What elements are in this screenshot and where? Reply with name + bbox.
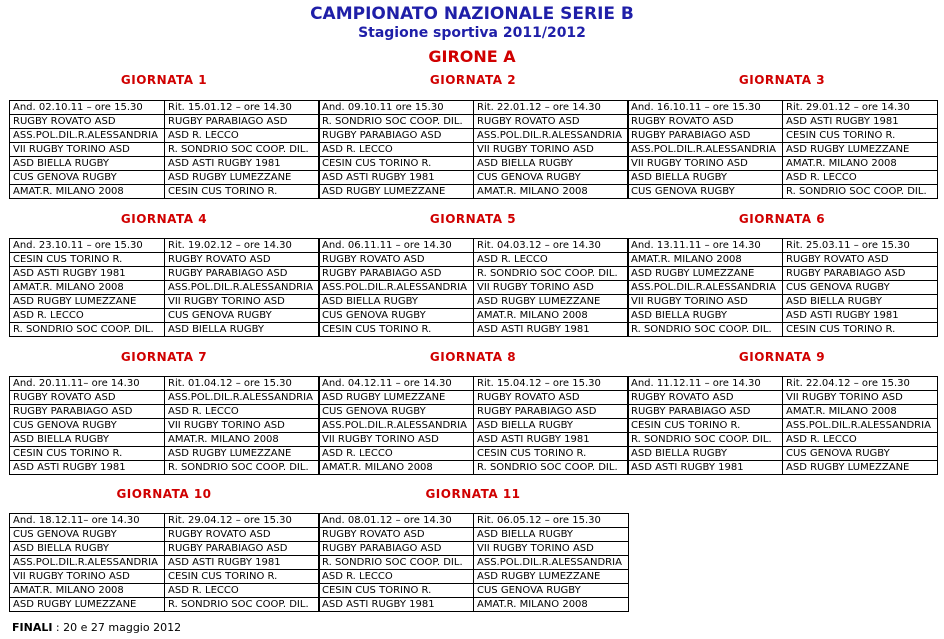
home-team: RUGBY ROVATO ASD	[319, 253, 474, 267]
home-team: ASD BIELLA RUGBY	[10, 157, 165, 171]
home-team: VII RUGBY TORINO ASD	[628, 295, 783, 309]
home-team: R. SONDRIO SOC COOP. DIL.	[628, 433, 783, 447]
away-team: ASS.POL.DIL.R.ALESSANDRIA	[165, 281, 320, 295]
giornata-title: GIORNATA 3	[738, 73, 826, 87]
match-row	[10, 295, 320, 309]
date-row	[10, 239, 320, 253]
home-team: VII RUGBY TORINO ASD	[319, 433, 474, 447]
giornata-title: GIORNATA 5	[429, 212, 517, 226]
away-team: VII RUGBY TORINO ASD	[783, 391, 938, 405]
match-row	[628, 129, 938, 143]
match-row	[10, 433, 320, 447]
home-team: ASD R. LECCO	[319, 570, 474, 584]
match-row	[10, 584, 320, 598]
match-row	[319, 253, 629, 267]
match-row	[319, 295, 629, 309]
away-team: VII RUGBY TORINO ASD	[474, 542, 629, 556]
away-team: RUGBY ROVATO ASD	[165, 528, 320, 542]
away-team: AMAT.R. MILANO 2008	[165, 433, 320, 447]
home-team: AMAT.R. MILANO 2008	[10, 584, 165, 598]
giornata-table	[318, 238, 629, 337]
ritorno-date: Rit. 22.01.12 – ore 14.30	[474, 101, 629, 115]
home-team: ASD BIELLA RUGBY	[628, 309, 783, 323]
andata-date: And. 16.10.11 – ore 15.30	[628, 101, 783, 115]
match-row	[628, 281, 938, 295]
match-row	[10, 185, 320, 199]
match-row	[319, 528, 629, 542]
away-team: VII RUGBY TORINO ASD	[474, 143, 629, 157]
page-title: CAMPIONATO NAZIONALE SERIE B	[310, 4, 634, 24]
match-row	[319, 447, 629, 461]
match-row	[10, 253, 320, 267]
home-team: CESIN CUS TORINO R.	[10, 447, 165, 461]
home-team: ASD ASTI RUGBY 1981	[319, 598, 474, 612]
andata-date: And. 09.10.11 ore 15.30	[319, 101, 474, 115]
away-team: R. SONDRIO SOC COOP. DIL.	[474, 267, 629, 281]
giornata-title: GIORNATA 11	[425, 487, 521, 501]
away-team: ASD BIELLA RUGBY	[474, 528, 629, 542]
away-team: VII RUGBY TORINO ASD	[165, 419, 320, 433]
home-team: RUGBY PARABIAGO ASD	[319, 542, 474, 556]
match-row	[10, 447, 320, 461]
home-team: ASD BIELLA RUGBY	[319, 295, 474, 309]
away-team: ASS.POL.DIL.R.ALESSANDRIA	[474, 129, 629, 143]
ritorno-date: Rit. 15.01.12 – ore 14.30	[165, 101, 320, 115]
match-row	[319, 185, 629, 199]
away-team: CUS GENOVA RUGBY	[783, 447, 938, 461]
match-row	[10, 556, 320, 570]
home-team: VII RUGBY TORINO ASD	[10, 143, 165, 157]
match-row	[10, 171, 320, 185]
away-team: AMAT.R. MILANO 2008	[783, 405, 938, 419]
match-row	[319, 157, 629, 171]
home-team: CESIN CUS TORINO R.	[319, 323, 474, 337]
away-team: RUGBY PARABIAGO ASD	[165, 542, 320, 556]
home-team: RUGBY ROVATO ASD	[628, 391, 783, 405]
away-team: ASD ASTI RUGBY 1981	[783, 115, 938, 129]
giornata-title: GIORNATA 7	[120, 350, 208, 364]
ritorno-date: Rit. 29.04.12 – ore 15.30	[165, 514, 320, 528]
andata-date: And. 11.12.11 – ore 14.30	[628, 377, 783, 391]
match-row	[319, 570, 629, 584]
match-row	[319, 405, 629, 419]
away-team: VII RUGBY TORINO ASD	[474, 281, 629, 295]
giornata-title: GIORNATA 10	[116, 487, 212, 501]
match-row	[628, 405, 938, 419]
home-team: R. SONDRIO SOC COOP. DIL.	[319, 556, 474, 570]
giornata-title: GIORNATA 9	[738, 350, 826, 364]
away-team: RUGBY PARABIAGO ASD	[165, 115, 320, 129]
home-team: ASS.POL.DIL.R.ALESSANDRIA	[10, 556, 165, 570]
away-team: ASD R. LECCO	[165, 405, 320, 419]
away-team: ASD R. LECCO	[165, 129, 320, 143]
date-row	[319, 514, 629, 528]
home-team: ASD RUGBY LUMEZZANE	[319, 185, 474, 199]
match-row	[10, 570, 320, 584]
giornata-title: GIORNATA 8	[429, 350, 517, 364]
home-team: RUGBY ROVATO ASD	[628, 115, 783, 129]
away-team: R. SONDRIO SOC COOP. DIL.	[474, 461, 629, 475]
home-team: ASD ASTI RUGBY 1981	[319, 171, 474, 185]
home-team: ASD RUGBY LUMEZZANE	[10, 598, 165, 612]
away-team: ASD BIELLA RUGBY	[165, 323, 320, 337]
group-title: GIRONE A	[428, 47, 516, 66]
home-team: ASS.POL.DIL.R.ALESSANDRIA	[628, 281, 783, 295]
andata-date: And. 13.11.11 – ore 14.30	[628, 239, 783, 253]
match-row	[319, 143, 629, 157]
away-team: ASD RUGBY LUMEZZANE	[783, 461, 938, 475]
home-team: CUS GENOVA RUGBY	[319, 405, 474, 419]
finals-note	[12, 621, 181, 634]
date-row	[319, 377, 629, 391]
home-team: ASD ASTI RUGBY 1981	[628, 461, 783, 475]
away-team: ASD R. LECCO	[474, 253, 629, 267]
home-team: ASS.POL.DIL.R.ALESSANDRIA	[628, 143, 783, 157]
giornata-table	[9, 513, 320, 612]
away-team: ASD R. LECCO	[783, 433, 938, 447]
home-team: ASD BIELLA RUGBY	[628, 447, 783, 461]
home-team: ASD BIELLA RUGBY	[10, 542, 165, 556]
match-row	[10, 323, 320, 337]
match-row	[628, 461, 938, 475]
home-team: AMAT.R. MILANO 2008	[10, 185, 165, 199]
home-team: CESIN CUS TORINO R.	[319, 584, 474, 598]
away-team: ASD RUGBY LUMEZZANE	[474, 295, 629, 309]
match-row	[10, 129, 320, 143]
home-team: ASD BIELLA RUGBY	[628, 171, 783, 185]
giornata-table	[627, 100, 938, 199]
finals-label: FINALI	[12, 621, 53, 634]
match-row	[10, 115, 320, 129]
date-row	[628, 377, 938, 391]
ritorno-date: Rit. 06.05.12 – ore 15.30	[474, 514, 629, 528]
date-row	[628, 239, 938, 253]
match-row	[319, 556, 629, 570]
match-row	[319, 323, 629, 337]
match-row	[628, 157, 938, 171]
away-team: CUS GENOVA RUGBY	[474, 584, 629, 598]
andata-date: And. 04.12.11 – ore 14.30	[319, 377, 474, 391]
giornata-table	[318, 100, 629, 199]
match-row	[10, 419, 320, 433]
match-row	[628, 143, 938, 157]
ritorno-date: Rit. 04.03.12 – ore 14.30	[474, 239, 629, 253]
away-team: RUGBY PARABIAGO ASD	[783, 267, 938, 281]
andata-date: And. 23.10.11 – ore 15.30	[10, 239, 165, 253]
match-row	[319, 598, 629, 612]
home-team: RUGBY PARABIAGO ASD	[10, 405, 165, 419]
match-row	[628, 419, 938, 433]
match-row	[10, 143, 320, 157]
match-row	[319, 309, 629, 323]
away-team: ASS.POL.DIL.R.ALESSANDRIA	[165, 391, 320, 405]
ritorno-date: Rit. 19.02.12 – ore 14.30	[165, 239, 320, 253]
home-team: RUGBY PARABIAGO ASD	[628, 129, 783, 143]
away-team: ASD ASTI RUGBY 1981	[474, 433, 629, 447]
andata-date: And. 18.12.11– ore 14.30	[10, 514, 165, 528]
match-row	[319, 391, 629, 405]
giornata-title: GIORNATA 6	[738, 212, 826, 226]
home-team: ASD RUGBY LUMEZZANE	[628, 267, 783, 281]
away-team: CUS GENOVA RUGBY	[783, 281, 938, 295]
home-team: R. SONDRIO SOC COOP. DIL.	[319, 115, 474, 129]
match-row	[319, 584, 629, 598]
match-row	[628, 185, 938, 199]
andata-date: And. 20.11.11– ore 14.30	[10, 377, 165, 391]
away-team: R. SONDRIO SOC COOP. DIL.	[165, 143, 320, 157]
match-row	[319, 433, 629, 447]
home-team: ASS.POL.DIL.R.ALESSANDRIA	[10, 129, 165, 143]
away-team: RUGBY ROVATO ASD	[783, 253, 938, 267]
home-team: ASD R. LECCO	[10, 309, 165, 323]
home-team: ASS.POL.DIL.R.ALESSANDRIA	[319, 419, 474, 433]
home-team: CUS GENOVA RUGBY	[628, 185, 783, 199]
away-team: ASD ASTI RUGBY 1981	[474, 323, 629, 337]
ritorno-date: Rit. 29.01.12 – ore 14.30	[783, 101, 938, 115]
away-team: AMAT.R. MILANO 2008	[474, 598, 629, 612]
match-row	[628, 295, 938, 309]
away-team: R. SONDRIO SOC COOP. DIL.	[165, 461, 320, 475]
ritorno-date: Rit. 01.04.12 – ore 15.30	[165, 377, 320, 391]
away-team: CUS GENOVA RUGBY	[474, 171, 629, 185]
date-row	[10, 514, 320, 528]
giornata-title: GIORNATA 4	[120, 212, 208, 226]
home-team: RUGBY ROVATO ASD	[10, 115, 165, 129]
date-row	[10, 101, 320, 115]
match-row	[10, 309, 320, 323]
home-team: CUS GENOVA RUGBY	[10, 528, 165, 542]
giornata-table	[9, 238, 320, 337]
home-team: ASS.POL.DIL.R.ALESSANDRIA	[319, 281, 474, 295]
match-row	[319, 171, 629, 185]
away-team: ASD BIELLA RUGBY	[783, 295, 938, 309]
away-team: ASD R. LECCO	[783, 171, 938, 185]
match-row	[319, 461, 629, 475]
match-row	[628, 171, 938, 185]
giornata-table	[318, 513, 629, 612]
away-team: CESIN CUS TORINO R.	[165, 185, 320, 199]
away-team: ASD ASTI RUGBY 1981	[783, 309, 938, 323]
date-row	[628, 101, 938, 115]
match-row	[10, 391, 320, 405]
giornata-title: GIORNATA 1	[120, 73, 208, 87]
giornata-title: GIORNATA 2	[429, 73, 517, 87]
home-team: CESIN CUS TORINO R.	[10, 253, 165, 267]
match-row	[10, 281, 320, 295]
finals-dates: : 20 e 27 maggio 2012	[52, 621, 182, 634]
away-team: ASD RUGBY LUMEZZANE	[165, 171, 320, 185]
giornata-table	[627, 376, 938, 475]
away-team: CESIN CUS TORINO R.	[783, 129, 938, 143]
away-team: ASD BIELLA RUGBY	[474, 419, 629, 433]
away-team: ASS.POL.DIL.R.ALESSANDRIA	[474, 556, 629, 570]
away-team: AMAT.R. MILANO 2008	[783, 157, 938, 171]
ritorno-date: Rit. 15.04.12 – ore 15.30	[474, 377, 629, 391]
away-team: ASD ASTI RUGBY 1981	[165, 556, 320, 570]
home-team: CESIN CUS TORINO R.	[628, 419, 783, 433]
page-subtitle: Stagione sportiva 2011/2012	[358, 25, 586, 41]
home-team: AMAT.R. MILANO 2008	[10, 281, 165, 295]
date-row	[319, 101, 629, 115]
giornata-table	[318, 376, 629, 475]
away-team: RUGBY ROVATO ASD	[165, 253, 320, 267]
home-team: ASD RUGBY LUMEZZANE	[10, 295, 165, 309]
match-row	[10, 157, 320, 171]
home-team: ASD ASTI RUGBY 1981	[10, 461, 165, 475]
home-team: ASD RUGBY LUMEZZANE	[319, 391, 474, 405]
away-team: RUGBY ROVATO ASD	[474, 391, 629, 405]
home-team: CUS GENOVA RUGBY	[319, 309, 474, 323]
away-team: ASD BIELLA RUGBY	[474, 157, 629, 171]
andata-date: And. 06.11.11 – ore 14.30	[319, 239, 474, 253]
home-team: ASD ASTI RUGBY 1981	[10, 267, 165, 281]
match-row	[628, 391, 938, 405]
match-row	[10, 461, 320, 475]
home-team: RUGBY PARABIAGO ASD	[319, 267, 474, 281]
date-row	[319, 239, 629, 253]
home-team: AMAT.R. MILANO 2008	[319, 461, 474, 475]
match-row	[319, 267, 629, 281]
home-team: RUGBY PARABIAGO ASD	[319, 129, 474, 143]
andata-date: And. 08.01.12 – ore 14.30	[319, 514, 474, 528]
match-row	[10, 405, 320, 419]
date-row	[10, 377, 320, 391]
away-team: CESIN CUS TORINO R.	[474, 447, 629, 461]
home-team: CUS GENOVA RUGBY	[10, 171, 165, 185]
away-team: AMAT.R. MILANO 2008	[474, 309, 629, 323]
home-team: ASD R. LECCO	[319, 447, 474, 461]
away-team: VII RUGBY TORINO ASD	[165, 295, 320, 309]
giornata-table	[9, 100, 320, 199]
match-row	[10, 542, 320, 556]
andata-date: And. 02.10.11 – ore 15.30	[10, 101, 165, 115]
away-team: ASS.POL.DIL.R.ALESSANDRIA	[783, 419, 938, 433]
home-team: AMAT.R. MILANO 2008	[628, 253, 783, 267]
home-team: ASD BIELLA RUGBY	[10, 433, 165, 447]
giornata-table	[627, 238, 938, 337]
match-row	[10, 598, 320, 612]
away-team: ASD R. LECCO	[165, 584, 320, 598]
match-row	[628, 447, 938, 461]
home-team: CUS GENOVA RUGBY	[10, 419, 165, 433]
giornata-table	[9, 376, 320, 475]
away-team: R. SONDRIO SOC COOP. DIL.	[783, 185, 938, 199]
home-team: VII RUGBY TORINO ASD	[628, 157, 783, 171]
away-team: CESIN CUS TORINO R.	[165, 570, 320, 584]
match-row	[628, 253, 938, 267]
ritorno-date: Rit. 22.04.12 – ore 15.30	[783, 377, 938, 391]
match-row	[628, 267, 938, 281]
home-team: R. SONDRIO SOC COOP. DIL.	[10, 323, 165, 337]
match-row	[10, 528, 320, 542]
home-team: R. SONDRIO SOC COOP. DIL.	[628, 323, 783, 337]
home-team: ASD R. LECCO	[319, 143, 474, 157]
match-row	[10, 267, 320, 281]
home-team: CESIN CUS TORINO R.	[319, 157, 474, 171]
away-team: ASD RUGBY LUMEZZANE	[474, 570, 629, 584]
home-team: RUGBY PARABIAGO ASD	[628, 405, 783, 419]
away-team: RUGBY PARABIAGO ASD	[165, 267, 320, 281]
away-team: RUGBY ROVATO ASD	[474, 115, 629, 129]
match-row	[628, 309, 938, 323]
match-row	[319, 129, 629, 143]
away-team: ASD ASTI RUGBY 1981	[165, 157, 320, 171]
away-team: CUS GENOVA RUGBY	[165, 309, 320, 323]
match-row	[628, 115, 938, 129]
ritorno-date: Rit. 25.03.11 – ore 15.30	[783, 239, 938, 253]
match-row	[628, 323, 938, 337]
away-team: ASD RUGBY LUMEZZANE	[783, 143, 938, 157]
match-row	[319, 115, 629, 129]
away-team: AMAT.R. MILANO 2008	[474, 185, 629, 199]
match-row	[319, 281, 629, 295]
away-team: ASD RUGBY LUMEZZANE	[165, 447, 320, 461]
home-team: VII RUGBY TORINO ASD	[10, 570, 165, 584]
away-team: CESIN CUS TORINO R.	[783, 323, 938, 337]
home-team: RUGBY ROVATO ASD	[10, 391, 165, 405]
match-row	[319, 542, 629, 556]
away-team: R. SONDRIO SOC COOP. DIL.	[165, 598, 320, 612]
match-row	[628, 433, 938, 447]
away-team: RUGBY PARABIAGO ASD	[474, 405, 629, 419]
home-team: RUGBY ROVATO ASD	[319, 528, 474, 542]
match-row	[319, 419, 629, 433]
